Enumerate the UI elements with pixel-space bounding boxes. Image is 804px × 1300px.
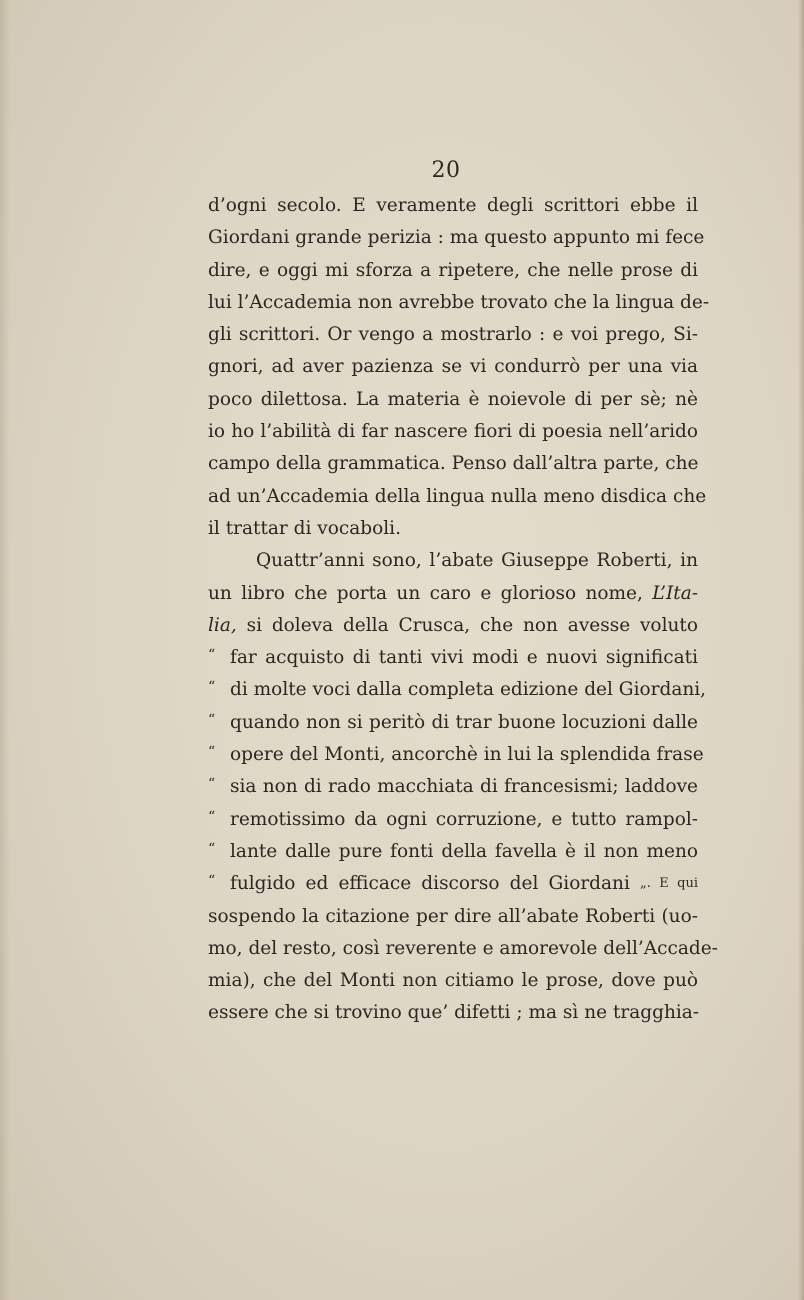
quoted-text: far acquisto di tanti vivi modi e nuovi significati [230,647,698,669]
quoted-text: fulgido ed efficace discorso del Giordani [230,873,630,895]
text-line: sospendo la citazione per dire all’abate Roberti (uo- [208,905,698,927]
closing-quote: „. E qui [640,876,699,892]
text-line: il trattar di vocaboli. [208,517,401,539]
text-line [208,610,698,642]
text-line [208,578,698,610]
text-fragment: si doleva della Crusca, che non avesse voluto [246,614,698,636]
text-line: Giordani grande perizia : ma questo appunto mi fece [208,227,705,249]
text-line: campo della grammatica. Penso dall’altra parte, che [208,453,699,475]
quoted-line [208,674,707,706]
quoted-text: lante dalle pure fonti della favella è il non meno [230,840,698,862]
book-title-italic: L’Ita- [652,582,698,604]
quoted-line [208,804,698,836]
text-line: essere che si trovino que’ difetti ; ma sì ne tragghia- [208,1002,700,1024]
page-number: 20 [431,158,461,183]
quote-mark: “ [208,808,216,825]
text-line: gli scrittori. Or vengo a mostrarlo : e voi prego, Si- [208,324,698,346]
text-line: mia), che del Monti non citiamo le prose, dove può [208,970,698,992]
quoted-line [208,642,698,674]
quote-mark: “ [208,776,216,793]
quote-mark: “ [208,647,216,664]
quoted-line [208,739,704,771]
text-line: poco dilettosa. La materia è noievole di per sè; nè [208,388,698,410]
quoted-text: quando non si peritò di trar buone locuzioni dalle [230,711,698,733]
book-title-italic: lia, [208,614,237,636]
quote-mark: “ [208,744,216,761]
text-line: io ho l’abilità di far nascere fiori di poesia nell’arido [208,421,698,443]
quote-mark: “ [208,873,216,890]
quoted-text: remotissimo da ogni corruzione, e tutto rampol- [230,808,698,830]
quoted-text: sia non di rado macchiata di francesismi; laddove [230,776,698,798]
text-line: gnori, ad aver pazienza se vi condurrò per una via [208,356,698,378]
quoted-text: opere del Monti, ancorchè in lui la splendida frase [230,744,704,766]
text-line: lui l’Accademia non avrebbe trovato che la lingua de- [208,291,710,313]
quoted-line [208,707,698,739]
text-line: d’ogni secolo. E veramente degli scrittori ebbe il [208,195,698,216]
quote-mark: “ [208,840,216,857]
quoted-text: di molte voci dalla completa edizione del Giordani, [230,679,707,701]
body-text [208,190,718,1030]
text-line-indented: Quattr’anni sono, l’abate Giuseppe Roberti, in [256,550,698,572]
text-fragment: un libro che porta un caro e glorioso nome, [208,582,643,604]
text-line: ad un’Accademia della lingua nulla meno disdica che [208,485,707,507]
quote-mark: “ [208,679,216,696]
quoted-line [208,868,698,900]
quoted-line [208,771,698,803]
page-left-shadow [0,0,10,1300]
quote-mark: “ [208,711,216,728]
quoted-line [208,836,698,868]
page-right-edge [798,0,804,1300]
text-line: dire, e oggi mi sforza a ripetere, che nelle prose di [208,259,698,281]
text-line: mo, del resto, così reverente e amorevole dell’Accade- [208,937,718,959]
